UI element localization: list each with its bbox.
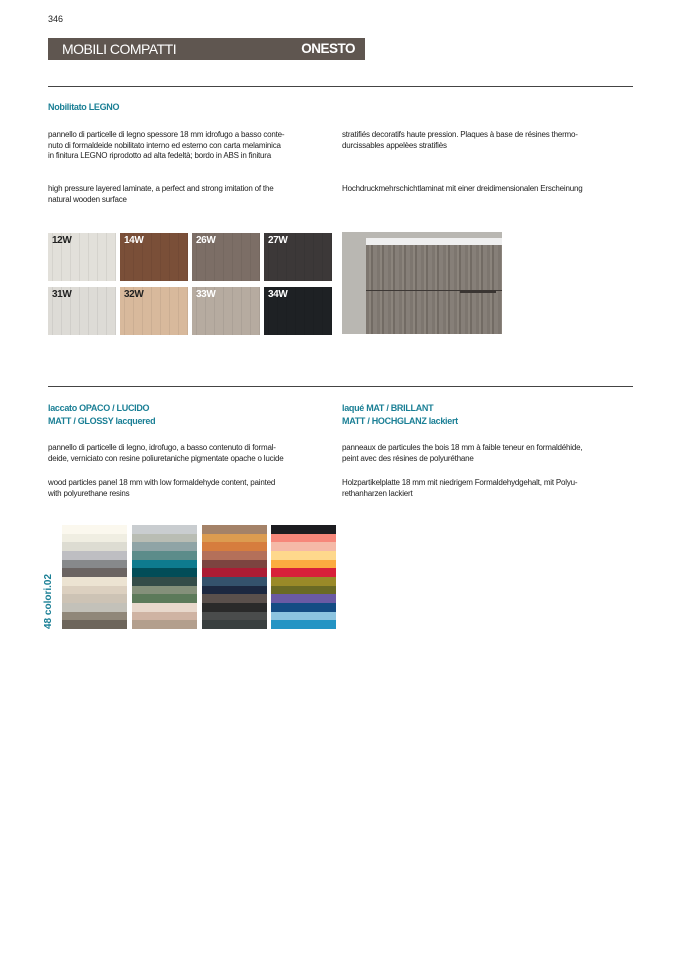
color-stripe bbox=[202, 542, 267, 551]
wood-swatch bbox=[192, 287, 260, 335]
swatch-code: 26W bbox=[196, 235, 216, 246]
description-de: Hochdruckmehrschichtlaminat mit einer dreidimensionalen Erscheinung bbox=[342, 184, 583, 193]
drawer-handle bbox=[460, 290, 496, 293]
palette-column bbox=[132, 525, 197, 629]
color-stripe bbox=[132, 577, 197, 586]
color-stripe bbox=[62, 534, 127, 543]
color-stripe bbox=[132, 620, 197, 629]
wood-swatch bbox=[48, 233, 116, 281]
wood-swatch bbox=[192, 233, 260, 281]
color-stripe bbox=[271, 603, 336, 612]
color-stripe bbox=[62, 568, 127, 577]
color-stripe bbox=[62, 594, 127, 603]
color-stripe bbox=[271, 525, 336, 534]
color-stripe bbox=[202, 568, 267, 577]
color-stripe bbox=[132, 542, 197, 551]
swatch-code: 12W bbox=[52, 235, 72, 246]
page-number: 346 bbox=[48, 14, 64, 24]
color-stripe bbox=[62, 577, 127, 586]
palette-column bbox=[202, 525, 267, 629]
color-stripe bbox=[132, 586, 197, 595]
product-name: ONESTO bbox=[301, 41, 355, 56]
lacquer-description-it: pannello di particelle di legno, idrofugo, a basso contenuto di formal- deide, verniciato con resine poliuretaniche pigmentate opache o lucide bbox=[48, 443, 284, 463]
product-photo bbox=[342, 232, 502, 334]
color-stripe bbox=[271, 594, 336, 603]
heading-right-2: MATT / HOCHGLANZ lackiert bbox=[342, 416, 458, 426]
section-header-bar bbox=[48, 38, 365, 60]
wood-swatch bbox=[48, 287, 116, 335]
divider bbox=[48, 386, 633, 387]
color-stripe bbox=[271, 560, 336, 569]
wood-swatch bbox=[120, 287, 188, 335]
color-stripe bbox=[271, 551, 336, 560]
color-stripe bbox=[202, 612, 267, 621]
color-stripe bbox=[271, 568, 336, 577]
color-stripe bbox=[132, 525, 197, 534]
swatch-code: 27W bbox=[268, 235, 288, 246]
palette-column bbox=[271, 525, 336, 629]
color-stripe bbox=[202, 603, 267, 612]
swatch-code: 14W bbox=[124, 235, 144, 246]
description-fr: stratifiés decoratifs haute pression. Plaques à base de résines thermo- durcissables appelèes stratifiès bbox=[342, 130, 578, 150]
section-heading-legno: Nobilitato LEGNO bbox=[48, 102, 120, 112]
color-stripe bbox=[62, 560, 127, 569]
category-title: MOBILI COMPATTI bbox=[62, 41, 177, 57]
lacquer-description-en: wood particles panel 18 mm with low formaldehyde content, painted with polyurethane resins bbox=[48, 478, 276, 498]
lacquer-description-fr: panneaux de particules the bois 18 mm à faible teneur en formaldéhide, peint avec des résines de polyuréthane bbox=[342, 443, 583, 463]
color-stripe bbox=[132, 603, 197, 612]
color-stripe bbox=[271, 534, 336, 543]
description-it: pannello di particelle di legno spessore 18 mm idrofugo a basso conte- nuto di formaldeide nobilitato interno ed esterno con carta melaminica in finitura LEGNO riprodotto ad alta fedeltà; bordo in ABS in finitura bbox=[48, 130, 285, 160]
description-en: high pressure layered laminate, a perfect and strong imitation of the natural wooden surface bbox=[48, 184, 274, 204]
swatch-code: 32W bbox=[124, 289, 144, 300]
wood-swatch bbox=[120, 233, 188, 281]
color-stripe bbox=[62, 542, 127, 551]
wood-swatch bbox=[264, 287, 332, 335]
color-stripe bbox=[271, 577, 336, 586]
color-stripe bbox=[132, 612, 197, 621]
color-stripe bbox=[202, 525, 267, 534]
divider bbox=[48, 86, 633, 87]
color-stripe bbox=[62, 551, 127, 560]
color-stripe bbox=[202, 534, 267, 543]
color-stripe bbox=[132, 594, 197, 603]
color-stripe bbox=[202, 594, 267, 603]
color-stripe bbox=[271, 620, 336, 629]
heading-left-1: laccato OPACO / LUCIDO bbox=[48, 403, 150, 413]
palette-label: 48 colori.02 bbox=[43, 573, 54, 629]
color-stripe bbox=[202, 551, 267, 560]
swatch-code: 34W bbox=[268, 289, 288, 300]
color-stripe bbox=[132, 551, 197, 560]
swatch-code: 31W bbox=[52, 289, 72, 300]
lacquer-description-de: Holzpartikelplatte 18 mm mit niedrigem Formaldehydgehalt, mit Polyu- rethanharzen lackiert bbox=[342, 478, 578, 498]
color-stripe bbox=[132, 560, 197, 569]
color-stripe bbox=[271, 586, 336, 595]
color-stripe bbox=[62, 525, 127, 534]
color-stripe bbox=[271, 612, 336, 621]
color-stripe bbox=[62, 620, 127, 629]
palette-column bbox=[62, 525, 127, 629]
color-stripe bbox=[202, 560, 267, 569]
color-stripe bbox=[62, 612, 127, 621]
color-stripe bbox=[202, 620, 267, 629]
washbasin-top bbox=[366, 238, 502, 245]
color-stripe bbox=[132, 568, 197, 577]
swatch-code: 33W bbox=[196, 289, 216, 300]
wood-swatch bbox=[264, 233, 332, 281]
color-stripe bbox=[271, 542, 336, 551]
heading-right-1: laqué MAT / BRILLANT bbox=[342, 403, 434, 413]
color-stripe bbox=[202, 577, 267, 586]
color-stripe bbox=[62, 586, 127, 595]
color-stripe bbox=[202, 586, 267, 595]
heading-left-2: MATT / GLOSSY lacquered bbox=[48, 416, 156, 426]
color-stripe bbox=[62, 603, 127, 612]
color-stripe bbox=[132, 534, 197, 543]
